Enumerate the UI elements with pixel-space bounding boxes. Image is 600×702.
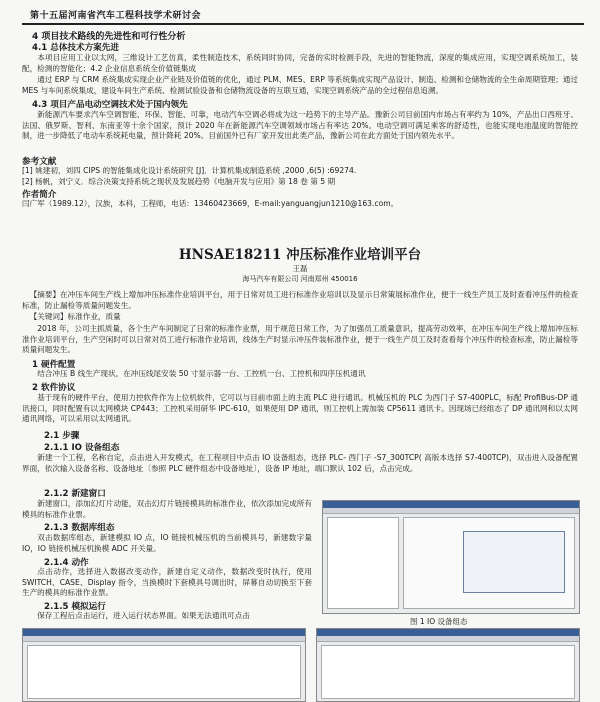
section-4-3-text: 新能源汽车要求汽车空调智能、环保、智能、可靠，电动汽车空调必将成为这一趋势下的主导产品。豫新公司目前国内市场占有率约为 10%，产品出口西班牙、法国、俄罗斯、智利、东南亚等十余个国家，预计 2020 年在新能源汽车空调领域市场占有率达 20%。电动空调可满足乘客的舒适性，也能实现电池温度的智能控制，进一步降低了电动车系统耗电量，预计降耗 20%。目前国外已有厂家开发出此类产品，豫新公司在此方面处于国内领先水平。 — [22, 110, 578, 141]
hardware-heading: 1 硬件配置 — [32, 360, 76, 370]
software-heading: 2 软件协议 — [32, 383, 76, 393]
intro-text: 2018 年，公司主抓质量，各个生产车间制定了日常的标准作业票，用于规范日常工作，为了加强员工质量意识，提高劳动效率，在冲压车间生产线上增加冲压标准作业培训平台，生产空闲时可以日常对员工进行标准作业培训，线体生产时显示冲压件装标准作业，便于一线生产员工及时查看每个冲压件的检查标准，防止漏检等质量问题发生。 — [22, 324, 578, 355]
abstract: 【摘要】在冲压车间生产线上增加冲压标准作业培训平台，用于日常对员工进行标准作业培训以及显示日常策展标准作业，便于一线生产员工及时查看冲压件的检查标准，防止漏检等质量问题发生。 — [22, 290, 578, 310]
step-2-1-5-heading: 2.1.5 模拟运行 — [44, 602, 106, 612]
section-4-1-heading: 4.1 总体技术方案先进 — [32, 43, 119, 53]
figure-bottom-right-screenshot — [316, 628, 580, 702]
section-4-heading: 4 项目技术路线的先进性和可行性分析 — [32, 32, 186, 42]
action-text: 点击动作，选择进入数据改变动作，新建自定义动作，数据改变时执行，使用 SWITCH、CASE、Display 指令，当换模时下套模具号调出时，屏幕自动切换至下套生产的模具的标准作业票。 — [22, 567, 312, 598]
database-text: 双击数据库组态，新建模拟 IO 点，IO 链接机械压机的当前模具号，新建数字量 IO，IO 链接机械压机换模 ADC 开关量。 — [22, 533, 312, 553]
author-bio-text: 闫广军（1989.12），汉族，本科，工程师，电话：13460423669，E-mail:yanguangjun1210@163.com。 — [22, 199, 399, 208]
figure-tree-panel — [327, 517, 399, 609]
section-4-3-heading: 4.3 项目产品电动空调技术处于国内领先 — [32, 100, 188, 110]
keywords: 【关键词】标准作业，质量 — [29, 312, 121, 321]
hardware-text: 结合冲压 B 线生产现状，在冲压线尾安装 50 寸显示器一台、工控机一台、工控机和四序压机通讯 — [37, 369, 366, 378]
figure-io-config-screenshot — [322, 500, 580, 614]
article-title: HNSAE18211 冲压标准作业培训平台 — [178, 247, 422, 263]
new-window-text: 新建窗口，添加幻灯片动能，双击幻灯片链接模具的标准作业，依次添加完成所有模具的标准作业票。 — [22, 499, 312, 519]
references-heading: 参考文献 — [22, 157, 57, 167]
figure-dialog — [463, 531, 565, 593]
figure-bottom-left-screenshot — [22, 628, 306, 702]
running-header: 第十五届河南省汽车工程科技学术研讨会 — [30, 11, 202, 21]
step-2-1-4-heading: 2.1.4 动作 — [44, 558, 89, 568]
io-config-text: 新建一个工程，名称自定，点击进入开发模式，在工程项目中点击 IO 设备组态，选择 PLC- 西门子 -S7_300TCP( 高版本选择 S7-400TCP)，双击进入设备配置界面，依次输入设备名称、设备地址〔参照 PLC 硬件组态中设备地址〕，设备 IP 地址，端口默认 102 后，点击完成。 — [22, 453, 578, 473]
article-author: 王磊 — [292, 264, 308, 273]
step-2-1-heading: 2.1 步骤 — [44, 431, 80, 441]
step-2-1-1-heading: 2.1.1 IO 设备组态 — [44, 443, 120, 453]
step-2-1-3-heading: 2.1.3 数据库组态 — [44, 523, 115, 533]
header-rule — [22, 23, 584, 25]
run-text: 保存工程后点击运行，进入运行状态界面。如果无法通讯可点击 — [37, 611, 250, 620]
software-text: 基于现有的硬件平台，使用力控软件作为上位机软件，它可以与目前市面上的主流 PLC 进行通讯。机械压机的 PLC 为西门子 S7-400PLC，标配 ProfiBus-DP 通讯接口，同时配置有以太网模块 CP443；工控机采用研华 IPC-610，如果使用 DP 通讯，则工控机上需加装 CP5611 通讯卡。因现场已经组态了 DP 通讯网和以太网通讯网络，可以采用以太网通讯。 — [22, 393, 578, 424]
article-affiliation: 海马汽车有限公司 河南郑州 450016 — [242, 275, 358, 283]
author-bio-heading: 作者简介 — [22, 190, 57, 200]
reference-1: [1] 姚建初，刘四 CIPS 的智能集成化设计系统研究 [J]．计算机集成制造系统 ,2000 ,6(5) :69274. — [22, 166, 357, 175]
step-2-1-2-heading: 2.1.2 新建窗口 — [44, 489, 106, 499]
section-4-1-text: 本项目应用工业以太网，三维设计工艺仿真，柔性制造技术，系统同时协同，完备的实时检测手段，先进的智能物流，深度的集成应用，实现空调系统加工，装配，检测的智能化；4.2 企业信息系统全价值链集成 — [22, 53, 578, 73]
section-4-2-text: 通过 ERP 与 CRM 系统集成实现企业产业链及价值链的优化，通过 PLM、MES、ERP 等系统集成实现产品设计、制造、检测和仓储物流的全生命周期管理；通过 MES 与车间系统集成，建设车间生产系统、检测试验设备和仓储物流设备的互联互通，实现空调系统产品的全过程信息追溯。 — [22, 75, 578, 95]
reference-2: [2] 杨帆，刘宁义．综合决策支持系统之现状及发展趋势《电脑开发与应用》第 18 卷 第 5 期 — [22, 177, 336, 186]
figure-caption: 图 1 IO 设备组态 — [410, 617, 468, 626]
